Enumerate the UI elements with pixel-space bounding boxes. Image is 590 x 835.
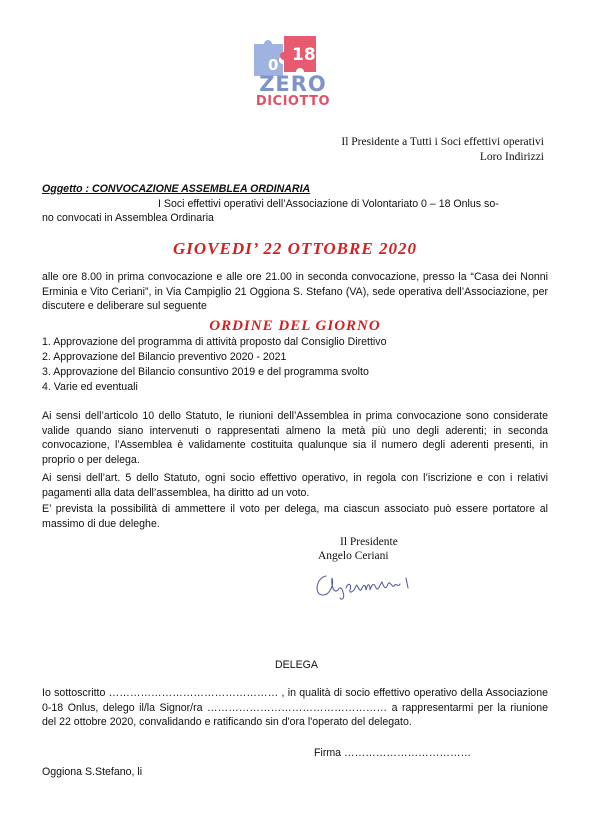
delega-heading: DELEGA (275, 659, 318, 671)
date-heading: GIOVEDI’ 22 OTTOBRE 2020 (173, 239, 417, 258)
president-signature (312, 568, 432, 602)
agenda-item-1: 1. Approvazione del programma di attività proposto dal Consiglio Direttivo (42, 336, 387, 348)
president-title: Il Presidente (340, 536, 398, 548)
subject-line: Oggetto : CONVOCAZIONE ASSEMBLEA ORDINARIA (42, 183, 311, 195)
agenda-item-4: 4. Varie ed eventuali (42, 381, 138, 393)
puzzle-logo-icon (254, 36, 316, 76)
statute-paragraph-2: Ai sensi dell’art. 5 dello Statuto, ogni socio effettivo operativo, in regola con l’iscrizione e con i relativi pagamenti alla data dell’assemblea, ha diritto ad un voto. (42, 472, 548, 499)
statute-paragraph-3: E’ prevista la possibilità di ammettere il voto per delega, ma ciascun associato può essere portatore al massimo di due deleghe. (42, 503, 548, 530)
statute-paragraph-1: Ai sensi dell’articolo 10 dello Statuto, le riunioni dell’Assemblea in prima convocazione sono considerate valide quando siano intervenuti o rappresentati almeno la metà più uno degli aderenti; in seconda convocazione, l’Assemblea è validamente costituita qualunque sia il numero degli aderenti presenti, in proprio o per delega. (42, 410, 548, 466)
delega-text: Io sottoscritto ………………………………………… , in qualità di socio effettivo operativo della Associazione 0-18 Onlus, delego il/la Signor/ra …………………………………………… a rappresentarmi per la riunione del 22 ottobre 2020, convalidando e ratificando sin d'ora l'operato del delegato. (42, 687, 548, 729)
logo-zero-digit: 0 (268, 56, 279, 74)
logo-word-diciotto: DICIOTTO (255, 94, 331, 109)
logo-number: 18 (292, 45, 316, 65)
logo-word-zero: ZERO (259, 72, 327, 96)
agenda-item-3: 3. Approvazione del Bilancio consuntivo 2019 e del programma svolto (42, 366, 369, 378)
convocation-paragraph: alle ore 8.00 in prima convocazione e alle ore 21.00 in seconda convocazione, presso la “Casa dei Nonni Erminia e Vito Ceriani”, in Via Campiglio 21 Oggiona S. Stefano (VA), sede operativa dell’Associazione, per discutere e deliberare sul seguente (42, 271, 548, 313)
recipient-line-1: Il Presidente a Tutti i Soci effettivi operativi (341, 136, 544, 148)
agenda-item-2: 2. Approvazione del Bilancio preventivo 2020 - 2021 (42, 351, 287, 363)
recipient-line-2: Loro Indirizzi (479, 151, 544, 163)
firma-line: Firma ……………………………… (314, 747, 472, 759)
president-name: Angelo Ceriani (318, 550, 389, 562)
intro-line-2: no convocati in Assemblea Ordinaria (42, 212, 214, 224)
agenda-heading: ORDINE DEL GIORNO (209, 318, 381, 334)
intro-line-1: I Soci effettivi operativi dell’Associazione di Volontariato 0 – 18 Onlus so- (158, 198, 499, 210)
place-line: Oggiona S.Stefano, li (42, 766, 143, 778)
